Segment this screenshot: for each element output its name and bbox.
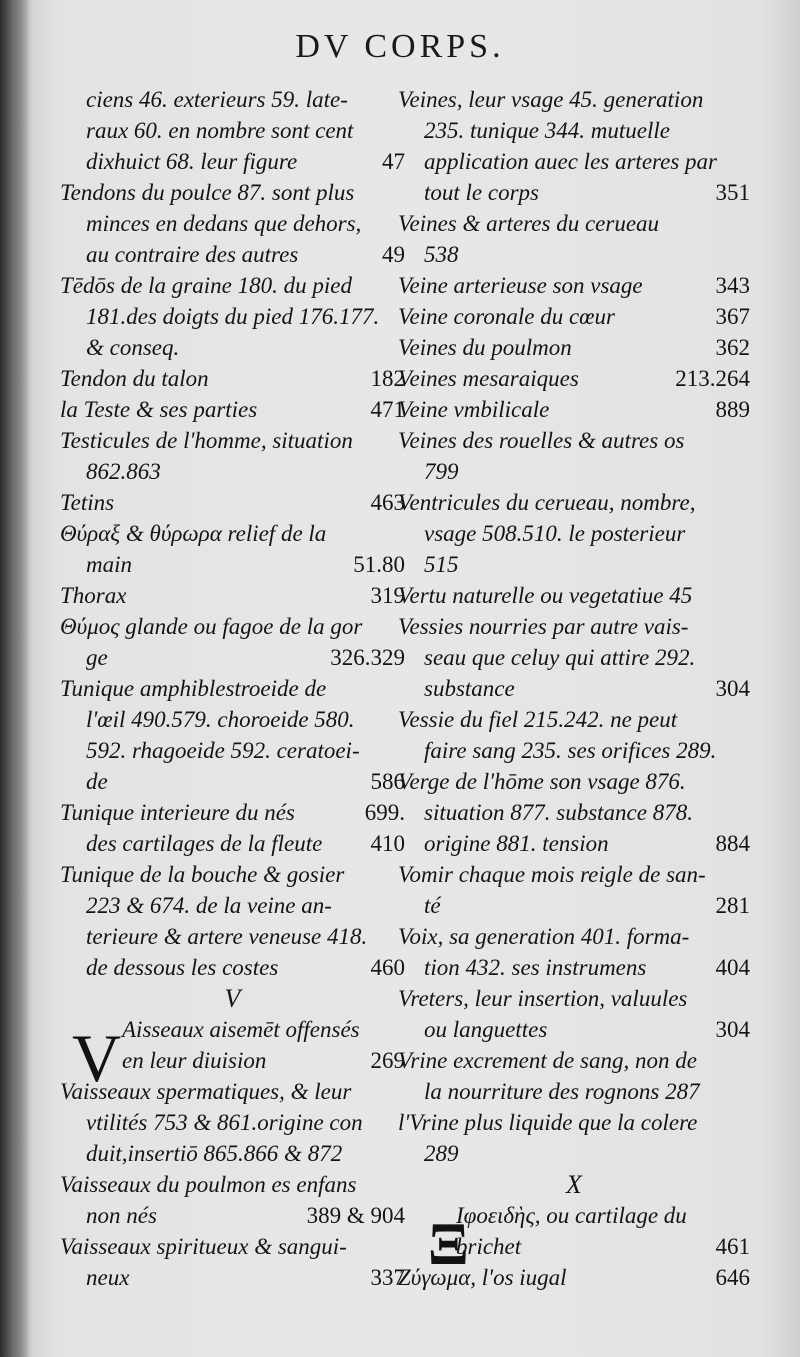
index-line [398, 425, 750, 456]
index-line [398, 363, 750, 394]
index-entry-text: ge [86, 645, 108, 670]
index-column-left [60, 84, 405, 1293]
index-entry-text: main [86, 552, 132, 577]
index-line [398, 549, 750, 580]
page-reference: 319 [370, 583, 405, 608]
index-line [60, 1262, 405, 1293]
index-entry-text: Tetins [60, 490, 115, 515]
index-entry-text: en leur diuision [122, 1048, 267, 1073]
index-line [60, 828, 405, 859]
index-entry-text: Vessies nourries par autre vais- [398, 614, 689, 639]
index-line [398, 611, 750, 642]
index-entry-text: Vomir chaque mois reigle de san- [398, 862, 706, 887]
index-entry-text: Θύραξ & θύρωρα relief de la [60, 521, 327, 546]
page-reference: 699. [364, 800, 405, 825]
index-entry-text: Ιφοειδὴς, ou cartilage du [456, 1203, 687, 1228]
index-line [60, 84, 405, 115]
index-line [398, 239, 750, 270]
index-line [60, 1231, 405, 1262]
index-line [60, 301, 405, 332]
index-entry-text: Veines & arteres du cerueau [398, 211, 660, 236]
index-entry-text: brichet [456, 1234, 522, 1259]
page-reference: 304 [715, 676, 750, 701]
index-entry-text: Thorax [60, 583, 127, 608]
index-line [398, 1014, 750, 1045]
index-entry-text: 235. tunique 344. mutuelle [424, 118, 670, 143]
index-line [60, 735, 405, 766]
page-reference: 646 [715, 1265, 750, 1290]
index-line [398, 394, 750, 425]
index-entry-text: ou languettes [424, 1017, 548, 1042]
index-line [60, 177, 405, 208]
index-entry-text: de [86, 769, 108, 794]
index-entry-text: 181.des doigts du pied 176.177. [86, 304, 380, 329]
index-entry-text: application auec les arteres par [424, 149, 717, 174]
index-entry-text: 289 [424, 1141, 459, 1166]
index-line [398, 1045, 750, 1076]
page-reference: 213.264 [675, 366, 750, 391]
index-entry-text: Voix, sa generation 401. forma- [398, 924, 690, 949]
index-entry-text: situation 877. substance 878. [424, 800, 693, 825]
index-line [398, 828, 750, 859]
page-reference: 337 [370, 1265, 405, 1290]
index-line [398, 704, 750, 735]
index-entry-text: substance [424, 676, 515, 701]
page-reference: 404 [715, 955, 750, 980]
index-line [60, 208, 405, 239]
index-line [60, 363, 405, 394]
index-entry-text: Veine arterieuse son vsage [398, 273, 643, 298]
index-line [60, 797, 405, 828]
page-reference: 281 [715, 893, 750, 918]
index-line [398, 735, 750, 766]
index-entry-text: Tendons du poulce 87. sont plus [60, 180, 355, 205]
index-entry-text: dixhuict 68. leur figure [86, 149, 298, 174]
index-line [60, 704, 405, 735]
index-line [60, 1200, 405, 1231]
index-line [398, 797, 750, 828]
index-line [60, 859, 405, 890]
index-entry-text: Vreters, leur insertion, valuules [398, 986, 688, 1011]
page-reference: 461 [715, 1234, 750, 1259]
index-entry-text: Veine coronale du cœur [398, 304, 615, 329]
index-entry-text: té [424, 893, 441, 918]
index-line [398, 952, 750, 983]
index-entry-text: Tendon du talon [60, 366, 209, 391]
index-line [398, 859, 750, 890]
index-line [60, 1169, 405, 1200]
index-entry-text: duit,insertiō 865.866 & 872 [86, 1141, 343, 1166]
index-entry-text: 515 [424, 552, 459, 577]
page-reference: 367 [715, 304, 750, 329]
page-reference: 889 [715, 397, 750, 422]
index-line [398, 208, 750, 239]
index-entry-text: & conseq. [86, 335, 180, 360]
index-entry-text: Θύμος glande ou fagoe de la gor [60, 614, 363, 639]
section-letter: V [224, 984, 241, 1013]
index-entry-text: ciens 46. exterieurs 59. late- [86, 87, 348, 112]
drop-cap-v: V [72, 1020, 122, 1096]
index-entry-text: non nés [86, 1203, 157, 1228]
index-line [60, 890, 405, 921]
index-entry-text: Veines du poulmon [398, 335, 572, 360]
index-line [398, 580, 750, 611]
index-line [60, 115, 405, 146]
index-entry-text: raux 60. en nombre sont cent [86, 118, 354, 143]
index-line [60, 766, 405, 797]
index-line [60, 673, 405, 704]
index-line [60, 1107, 405, 1138]
index-entry-text: 223 & 674. de la veine an- [86, 893, 332, 918]
index-entry-text: Vaisseaux spermatiques, & leur [60, 1079, 352, 1104]
index-line [398, 1076, 750, 1107]
index-entry-text: vsage 508.510. le posterieur [424, 521, 686, 546]
index-entry-text: Tunique amphiblestroeide de [60, 676, 327, 701]
index-line [60, 549, 405, 580]
index-line [398, 890, 750, 921]
index-entry-text: Ζύγωμα, l'os iugal [398, 1265, 567, 1290]
page-reference: 343 [715, 273, 750, 298]
index-line [398, 487, 750, 518]
index-line [60, 952, 405, 983]
index-line [398, 301, 750, 332]
index-line [398, 518, 750, 549]
index-entry-text: Veines mesaraiques [398, 366, 579, 391]
index-line [398, 1107, 750, 1138]
index-line [60, 394, 405, 425]
page-reference: 463 [370, 490, 405, 515]
index-entry-text: origine 881. tension [424, 831, 609, 856]
index-entry-text: Veines, leur vsage 45. generation [398, 87, 704, 112]
index-line [60, 518, 405, 549]
index-entry-text: neux [86, 1265, 130, 1290]
index-entry-text: 538 [424, 242, 459, 267]
index-entry-text: de dessous les costes [86, 955, 279, 980]
index-line [60, 270, 405, 301]
index-line [60, 146, 405, 177]
index-entry-text: l'Vrine plus liquide que la colere [398, 1110, 698, 1135]
index-entry-text: Tēdōs de la graine 180. du pied [60, 273, 352, 298]
binding-shadow [0, 0, 30, 1357]
index-line [398, 177, 750, 208]
index-line [60, 239, 405, 270]
index-entry-text: l'œil 490.579. choroeide 580. [86, 707, 355, 732]
index-line [398, 456, 750, 487]
index-entry-text: Veine vmbilicale [398, 397, 550, 422]
page-reference: 51.80 [353, 552, 405, 577]
index-entry-text: faire sang 235. ses orifices 289. [424, 738, 717, 763]
drop-cap-x: Ξ [428, 1211, 469, 1277]
index-line [398, 115, 750, 146]
index-entry-text: la Teste & ses parties [60, 397, 258, 422]
page-reference: 49 [382, 242, 405, 267]
index-line [398, 146, 750, 177]
index-entry-text: 592. rhagoeide 592. ceratoei- [86, 738, 360, 763]
page-reference: 884 [715, 831, 750, 856]
index-line [398, 983, 750, 1014]
index-entry-text: seau que celuy qui attire 292. [424, 645, 696, 670]
page-reference: 586 [370, 769, 405, 794]
index-entry-text: tout le corps [424, 180, 539, 205]
index-entry-text: minces en dedans que dehors, [86, 211, 362, 236]
running-title: DV CORPS. [295, 28, 505, 65]
index-entry-text: au contraire des autres [86, 242, 299, 267]
index-entry-text: vtilités 753 & 861.origine con [86, 1110, 363, 1135]
page-reference: 182 [370, 366, 405, 391]
index-entry-text: des cartilages de la fleute [86, 831, 323, 856]
index-line [60, 611, 405, 642]
index-entry-text: Vertu naturelle ou vegetatiue 45 [398, 583, 693, 608]
index-line [60, 580, 405, 611]
index-entry-text: Vessie du fiel 215.242. ne peut [398, 707, 678, 732]
page-reference: 47 [382, 149, 405, 174]
index-entry-text: la nourriture des rognons 287 [424, 1079, 700, 1104]
index-line [60, 425, 405, 456]
index-entry-text: Aisseaux aisemēt offensés [122, 1017, 360, 1042]
index-entry-text: terieure & artere veneuse 418. [86, 924, 368, 949]
page-reference: 471 [370, 397, 405, 422]
section-letter: X [566, 1170, 582, 1199]
index-line [398, 921, 750, 952]
index-entry-text: tion 432. ses instrumens [424, 955, 647, 980]
index-entry-text: Tunique interieure du nés [60, 800, 295, 825]
page-reference: 304 [715, 1017, 750, 1042]
index-entry-text: Vaisseaux spiritueux & sangui- [60, 1234, 347, 1259]
index-line [398, 332, 750, 363]
index-entry-text: Veines des rouelles & autres os [398, 428, 685, 453]
page-reference: 460 [370, 955, 405, 980]
index-column-right [398, 84, 750, 1293]
index-line [60, 1138, 405, 1169]
index-line [60, 332, 405, 363]
index-entry-text: Ventricules du cerueau, nombre, [398, 490, 696, 515]
index-entry-text: Testicules de l'homme, situation [60, 428, 353, 453]
index-line [60, 456, 405, 487]
index-entry-text: 799 [424, 459, 459, 484]
index-line [60, 487, 405, 518]
index-line [398, 642, 750, 673]
page-reference: 326.329 [330, 645, 405, 670]
index-line [60, 921, 405, 952]
index-line [398, 1138, 750, 1169]
page-reference: 410 [370, 831, 405, 856]
page-reference: 389 & 904 [306, 1203, 405, 1228]
index-line [398, 766, 750, 797]
index-line [60, 642, 405, 673]
index-line [398, 84, 750, 115]
index-entry-text: Verge de l'hōme son vsage 876. [398, 769, 686, 794]
index-entry-text: Vrine excrement de sang, non de [398, 1048, 697, 1073]
index-entry-text: 862.863 [86, 459, 161, 484]
index-entry-text: Vaisseaux du poulmon es enfans [60, 1172, 357, 1197]
index-entry-text: Tunique de la bouche & gosier [60, 862, 345, 887]
page-reference: 362 [715, 335, 750, 360]
page-reference: 351 [715, 180, 750, 205]
page-reference: 269 [370, 1048, 405, 1073]
index-line [398, 673, 750, 704]
index-line [398, 270, 750, 301]
